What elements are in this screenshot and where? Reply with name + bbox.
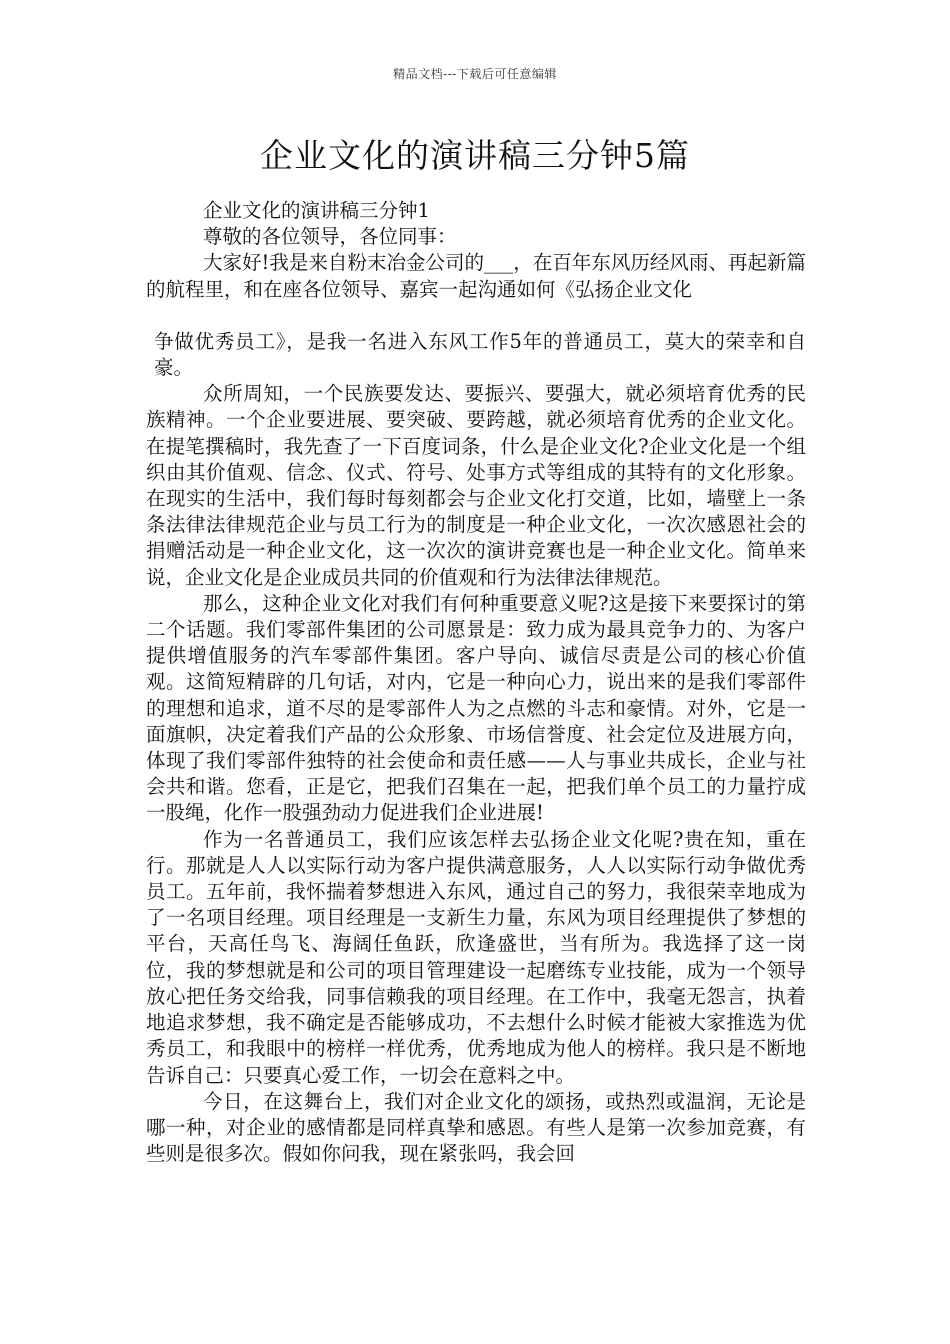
document-body — [146, 198, 806, 1167]
paragraph: 那么，这种企业文化对我们有何种重要意义呢?这是接下来要探讨的第二个话题。我们零部件集团的公司愿景是：致力成为最具竞争力的、为客户提供增值服务的汽车零部件集团。客户导向、诚信尽责是公司的核心价值观。这简短精辟的几句话，对内，它是一种向心力，说出来的是我们零部件的理想和追求，道不尽的是零部件人为之点燃的斗志和豪情。对外，它是一面旗帜，决定着我们产品的公众形象、市场信誉度、社会定位及进展方向，体现了我们零部件独特的社会使命和责任感——人与事业共成长，企业与社会共和谐。您看，正是它，把我们召集在一起，把我们单个员工的力量拧成一股绳，化作一股强劲动力促进我们企业进展! — [146, 591, 806, 825]
header-note: 精品文档---下载后可任意编辑 — [393, 67, 557, 81]
paragraph: 今日，在这舞台上，我们对企业文化的颂扬，或热烈或温润，无论是哪一种，对企业的感情都是同样真挚和感恩。有些人是第一次参加竞赛，有些则是很多次。假如你问我，现在紧张吗，我会回 — [146, 1089, 806, 1166]
section-heading: 企业文化的演讲稿三分钟1 — [203, 199, 430, 222]
paragraph: 作为一名普通员工，我们应该怎样去弘扬企业文化呢?贵在知，重在行。那就是人人以实际行动为客户提供满意服务，人人以实际行动争做优秀员工。五年前，我怀揣着梦想进入东风，通过自己的努力，我很荣幸地成为了一名项目经理。项目经理是一支新生力量，东风为项目经理提供了梦想的平台，天高任鸟飞、海阔任鱼跃，欣逢盛世，当有所为。我选择了这一岗位，我的梦想就是和公司的项目管理建设一起磨练专业技能，成为一个领导放心把任务交给我，同事信赖我的项目经理。在工作中，我毫无怨言，执着地追求梦想，我不确定是否能够成功，不去想什么时候才能被大家推选为优秀员工，和我眼中的榜样一样优秀，优秀地成为他人的榜样。我只是不断地告诉自己：只要真心爱工作，一切会在意料之中。 — [146, 827, 806, 1087]
document-title: 企业文化的演讲稿三分钟5篇 — [260, 136, 690, 175]
salutation: 尊敬的各位领导，各位同事： — [203, 225, 457, 249]
paragraph: 大家好!我是来自粉末冶金公司的___，在百年东风历经风雨、再起新篇的航程里，和在座各位领导、嘉宾一起沟通如何《弘扬企业文化 — [146, 251, 806, 301]
paragraph: 众所周知，一个民族要发达、要振兴、要强大，就必须培育优秀的民族精神。一个企业要进展、要突破、要跨越，就必须培育优秀的企业文化。在提笔撰稿时，我先查了一下百度词条，什么是企业文化?企业文化是一个组织由其价值观、信念、仪式、符号、处事方式等组成的其特有的文化形象。在现实的生活中，我们每时每刻都会与企业文化打交道，比如，墙壁上一条条法律法律规范企业与员工行为的制度是一种企业文化，一次次感恩社会的捐赠活动是一种企业文化，这一次次的演讲竞赛也是一种企业文化。简单来说，企业文化是企业成员共同的价值观和行为法律法律规范。 — [146, 382, 806, 589]
paragraph: 争做优秀员工》，是我一名进入东风工作5年的普通员工，莫大的荣幸和自豪。 — [154, 329, 806, 380]
